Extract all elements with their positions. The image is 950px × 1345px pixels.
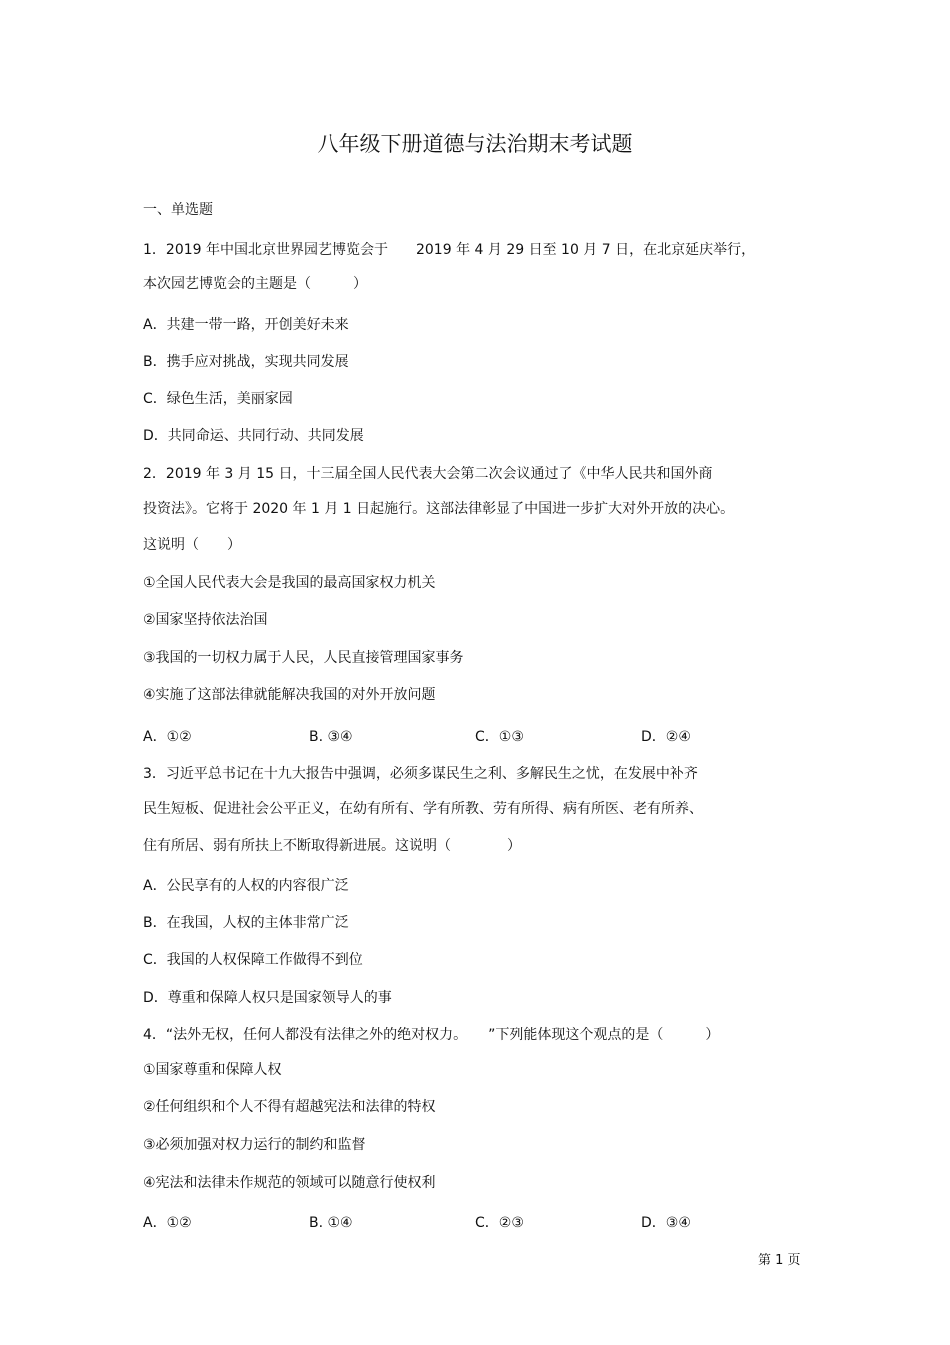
question-4-option-b: B. ①④	[309, 1215, 353, 1231]
question-2-option-a: A．①②	[143, 729, 192, 745]
question-4-option-a: A．①②	[143, 1215, 192, 1231]
page-number: 第 1 页	[758, 1253, 801, 1268]
question-4-stem-line-1: 4．“法外无权，任何人都没有法律之外的绝对权力。 ”下列能体现这个观点的是（ ）	[143, 1027, 720, 1043]
question-2-option-c: C．①③	[475, 729, 524, 745]
question-2-statement-4: ④实施了这部法律就能解决我国的对外开放问题	[143, 687, 436, 703]
question-1-option-d: D．共同命运、共同行动、共同发展	[143, 428, 364, 444]
question-2-stem-line-1: 2．2019 年 3 月 15 日，十三届全国人民代表大会第二次会议通过了《中华人民共和国外商	[143, 466, 713, 482]
question-4-statement-4: ④宪法和法律未作规范的领域可以随意行使权利	[143, 1175, 436, 1191]
question-1-stem-line-1: 1．2019 年中国北京世界园艺博览会于 2019 年 4 月 29 日至 10 月 7 日，在北京延庆举行，	[143, 242, 756, 258]
question-2-statement-2: ②国家坚持依法治国	[143, 612, 268, 628]
question-4-statement-2: ②任何组织和个人不得有超越宪法和法律的特权	[143, 1099, 436, 1115]
question-4-option-c: C．②③	[475, 1215, 524, 1231]
page-title: 八年级下册道德与法治期末考试题	[317, 132, 633, 156]
question-3-option-d: D．尊重和保障人权只是国家领导人的事	[143, 990, 392, 1006]
question-2-option-d: D．②④	[641, 729, 691, 745]
question-1-option-b: B．携手应对挑战，实现共同发展	[143, 354, 349, 370]
question-2-option-b: B. ③④	[309, 729, 353, 745]
question-2-stem-line-2: 投资法》。它将于 2020 年 1 月 1 日起施行。这部法律彰显了中国进一步扩大对外开放的决心。	[143, 501, 735, 517]
question-1-option-a: A．共建一带一路，开创美好未来	[143, 317, 349, 333]
question-4-option-d: D．③④	[641, 1215, 691, 1231]
question-3-stem-line-1: 3．习近平总书记在十九大报告中强调，必须多谋民生之利、多解民生之忧，在发展中补齐	[143, 766, 698, 782]
question-3-option-b: B．在我国，人权的主体非常广泛	[143, 915, 349, 931]
question-2-stem-line-3: 这说明（ ）	[143, 537, 241, 553]
question-1-stem-line-2: 本次园艺博览会的主题是（ ）	[143, 276, 367, 292]
question-3-stem-line-3: 住有所居、弱有所扶上不断取得新进展。这说明（ ）	[143, 838, 521, 854]
question-4-statement-1: ①国家尊重和保障人权	[143, 1062, 282, 1078]
question-4-statement-3: ③必须加强对权力运行的制约和监督	[143, 1137, 366, 1153]
question-3-option-c: C．我国的人权保障工作做得不到位	[143, 952, 363, 968]
question-3-option-a: A．公民享有的人权的内容很广泛	[143, 878, 349, 894]
question-1-option-c: C．绿色生活，美丽家园	[143, 391, 293, 407]
question-2-statement-1: ①全国人民代表大会是我国的最高国家权力机关	[143, 575, 436, 591]
question-2-statement-3: ③我国的一切权力属于人民，人民直接管理国家事务	[143, 650, 464, 666]
question-3-stem-line-2: 民生短板、促进社会公平正义，在幼有所有、学有所教、劳有所得、病有所医、老有所养、	[143, 801, 703, 817]
section-heading: 一、单选题	[143, 202, 213, 218]
